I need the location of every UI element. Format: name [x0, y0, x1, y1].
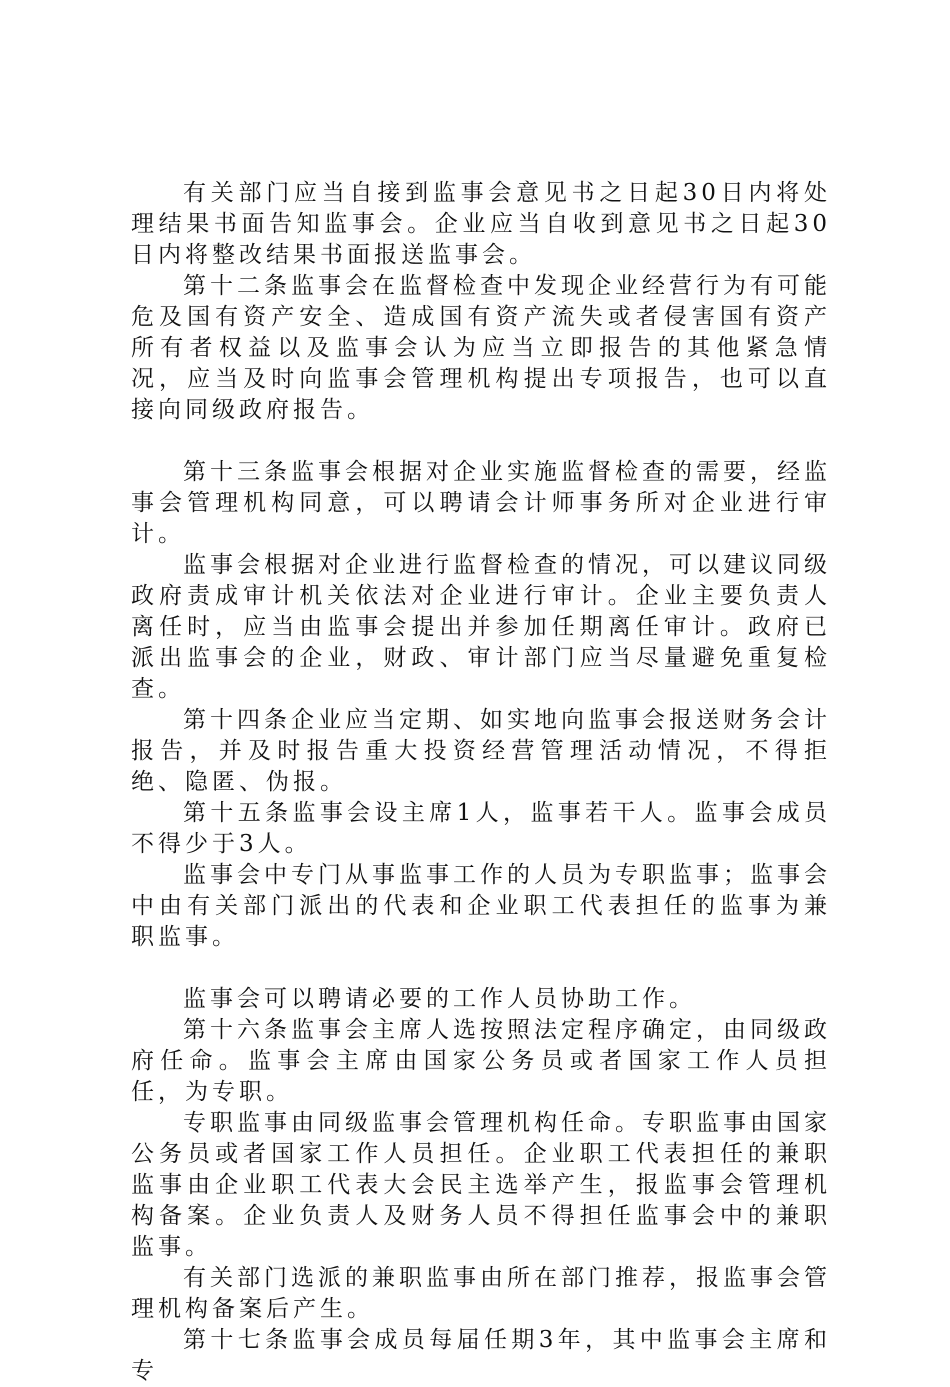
paragraph-2: 第十二条监事会在监督检查中发现企业经营行为有可能危及国有资产安全、造成国有资产流失或者侵害国有资产所有者权益以及监事会认为应当立即报告的其他紧急情况，应当及时向监事会管理机构提出专项报告，也可以直接向同级政府报告。: [131, 273, 831, 423]
paragraph-12: 第十七条监事会成员每届任期3年，其中监事会主席和专: [131, 1327, 831, 1384]
paragraph-11: 有关部门选派的兼职监事由所在部门推荐，报监事会管理机构备案后产生。: [131, 1265, 831, 1322]
paragraph-8: 监事会可以聘请必要的工作人员协助工作。: [183, 986, 696, 1012]
paragraph-3: 第十三条监事会根据对企业实施监督检查的需要，经监事会管理机构同意，可以聘请会计师事务所对企业进行审计。: [131, 459, 831, 547]
paragraph-6: 第十五条监事会设主席1人，监事若干人。监事会成员不得少于3人。: [131, 800, 831, 857]
paragraph-9: 第十六条监事会主席人选按照法定程序确定，由同级政府任命。监事会主席由国家公务员或者国家工作人员担任，为专职。: [131, 1017, 831, 1105]
paragraph-10: 专职监事由同级监事会管理机构任命。专职监事由国家公务员或者国家工作人员担任。企业职工代表担任的兼职监事由企业职工代表大会民主选举产生，报监事会管理机构备案。企业负责人及财务人员不得担任监事会中的兼职监事。: [131, 1110, 831, 1260]
paragraph-5: 第十四条企业应当定期、如实地向监事会报送财务会计报告，并及时报告重大投资经营管理活动情况，不得拒绝、隐匿、伪报。: [131, 707, 831, 795]
document-body: [131, 178, 831, 1387]
paragraph-1: 有关部门应当自接到监事会意见书之日起30日内将处理结果书面告知监事会。企业应当自收到意见书之日起30日内将整改结果书面报送监事会。: [131, 180, 831, 268]
paragraph-4: 监事会根据对企业进行监督检查的情况，可以建议同级政府责成审计机关依法对企业进行审计。企业主要负责人离任时，应当由监事会提出并参加任期离任审计。政府已派出监事会的企业，财政、审计部门应当尽量避免重复检查。: [131, 552, 831, 702]
paragraph-7: 监事会中专门从事监事工作的人员为专职监事；监事会中由有关部门派出的代表和企业职工代表担任的监事为兼职监事。: [131, 862, 831, 950]
